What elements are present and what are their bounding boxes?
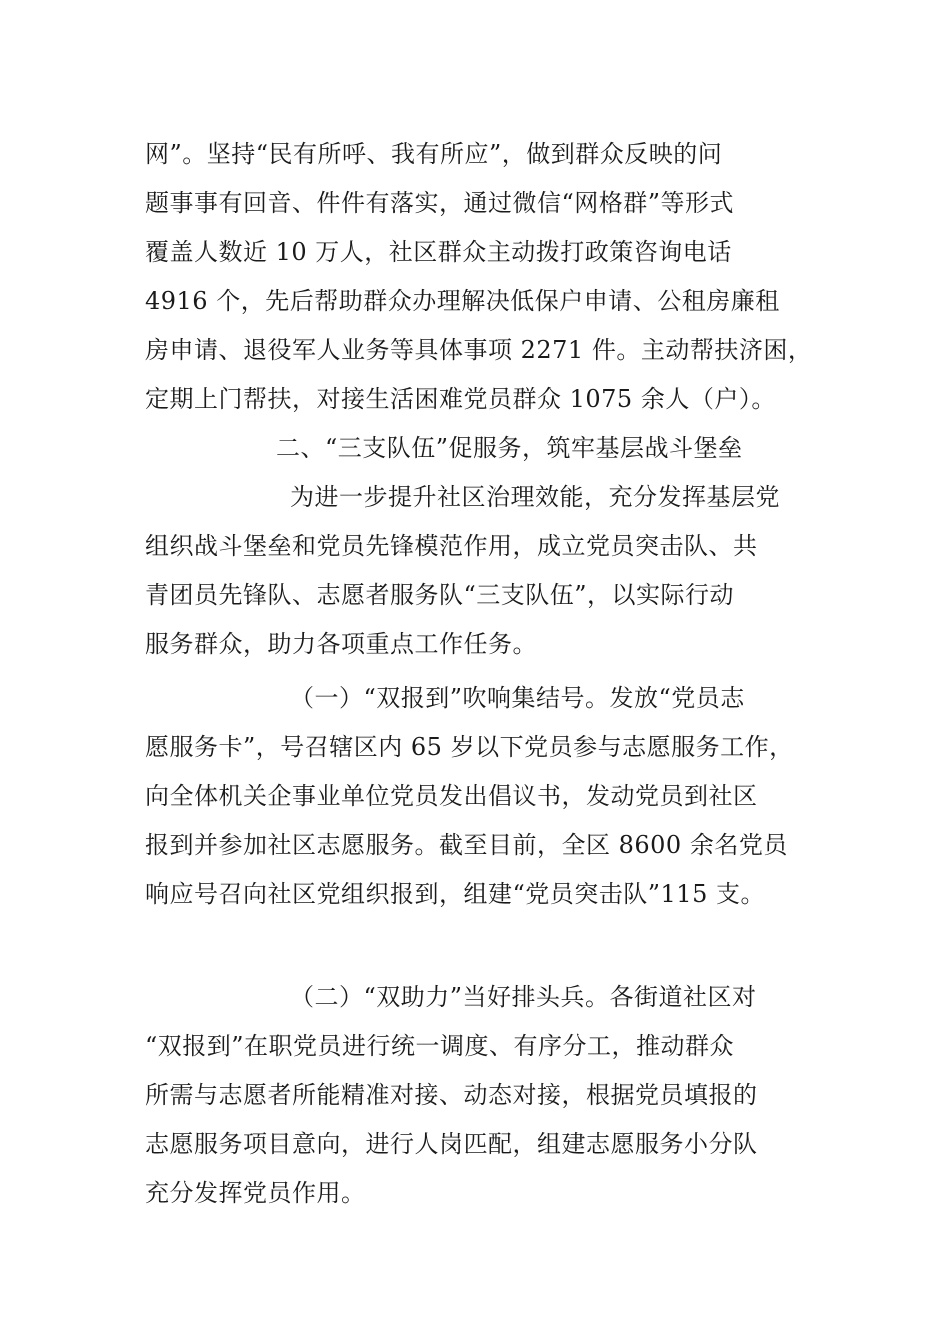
paragraph-1-line-3: 覆盖人数近 10 万人，社区群众主动拨打政策咨询电话 [145,238,732,266]
paragraph-2-line-2: 组织战斗堡垒和党员先锋模范作用，成立党员突击队、共 [145,532,758,560]
paragraph-1-line-1: 网”。坚持“民有所呼、我有所应”，做到群众反映的问 [145,140,723,168]
paragraph-4-line-3: 所需与志愿者所能精准对接、动态对接，根据党员填报的 [145,1081,758,1109]
paragraph-4-line-1: （二）“双助力”当好排头兵。各街道社区对 [290,983,757,1011]
paragraph-2-line-3: 青团员先锋队、志愿者服务队“三支队伍”，以实际行动 [145,581,735,609]
paragraph-2-line-1: 为进一步提升社区治理效能，充分发挥基层党 [290,483,780,511]
paragraph-2-line-4: 服务群众，助力各项重点工作任务。 [145,630,537,658]
paragraph-1-line-2: 题事事有回音、件件有落实，通过微信“网格群”等形式 [145,189,735,217]
paragraph-1-line-6: 定期上门帮扶，对接生活困难党员群众 1075 余人（户）。 [145,385,776,413]
paragraph-3-line-1: （一）“双报到”吹响集结号。发放“党员志 [290,684,745,712]
paragraph-1-line-4: 4916 个，先后帮助群众办理解决低保户申请、公租房廉租 [145,287,780,315]
paragraph-3-line-5: 响应号召向社区党组织报到，组建“党员突击队”115 支。 [145,880,765,908]
paragraph-3-line-2: 愿服务卡”，号召辖区内 65 岁以下党员参与志愿服务工作， [145,733,794,761]
paragraph-3-line-3: 向全体机关企事业单位党员发出倡议书，发动党员到社区 [145,782,758,810]
paragraph-4-line-2: “双报到”在职党员进行统一调度、有序分工，推动群众 [145,1032,735,1060]
paragraph-4-line-5: 充分发挥党员作用。 [145,1179,366,1207]
paragraph-4-line-4: 志愿服务项目意向，进行人岗匹配，组建志愿服务小分队 [145,1130,758,1158]
paragraph-3-line-4: 报到并参加社区志愿服务。截至目前，全区 8600 余名党员 [145,831,788,859]
section-heading-2: 二、“三支队伍”促服务，筑牢基层战斗堡垒 [276,434,743,462]
paragraph-1-line-5: 房申请、退役军人业务等具体事项 2271 件。主动帮扶济困， [145,336,813,364]
